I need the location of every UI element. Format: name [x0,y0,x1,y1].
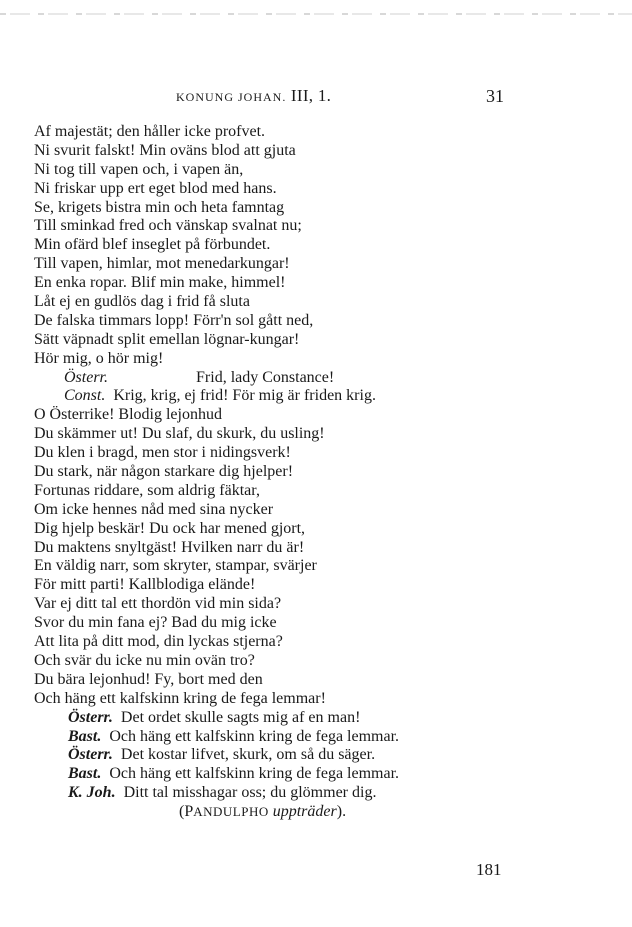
verse-text [34,123,594,822]
verse-line: Sätt väpnadt split emellan lögnar-kungar! [34,330,300,348]
speech-line [34,709,594,728]
verse-line: En väldig narr, som skryter, stampar, svärjer [34,557,317,575]
verse-line: Min ofärd blef inseglet på förbundet. [34,236,271,254]
verse-line: Se, krigets bistra min och heta famntag [34,198,285,216]
verse-line: Af majestät; den håller icke profvet. [34,123,266,140]
speaker-name: Const. [64,387,106,405]
verse-line: Var ej ditt tal ett thordön vid min sida? [34,595,282,613]
speaker-name: Bast. [68,765,102,783]
verse-line: Fortunas riddare, som aldrig fäktar, [34,481,260,499]
running-header [0,86,632,108]
verse-line: Låt ej en gudlös dag i frid få sluta [34,293,250,311]
verse-line: Till sminkad fred och vänskap svalnat nu; [34,217,302,235]
verse-line: Du klen i bragd, men stor i nidingsverk! [34,444,291,462]
verse-line: Du maktens snyltgäst! Hvilken narr du är! [34,538,305,556]
speaker-name: Österr. [68,708,113,726]
speech-line [34,746,594,765]
verse-line: Svor du min fana ej? Bad du mig icke [34,614,277,632]
stage-direction-name-initial: P [184,803,194,821]
speaker-name: K. Joh. [68,784,116,802]
speech-text: Det ordet skulle sagts mig af en man! [120,708,361,726]
signature-mark: 181 [476,860,502,879]
speaker-name: Österr. [64,368,109,386]
speaker-name: Bast. [68,727,102,745]
page-number: 31 [486,86,504,106]
speech-line [34,387,594,406]
stage-direction-close: ). [336,803,347,821]
verse-line: Om icke hennes nåd med sina nycker [34,500,274,518]
verse-line: Du skämmer ut! Du slaf, du skurk, du usling! [34,425,325,443]
running-title [176,86,331,106]
running-title-caps: KONUNG JOHAN. [176,90,287,104]
verse-line: O Österrike! Blodig lejonhud [34,406,222,424]
verse-line: Ni tog till vapen och, i vapen än, [34,160,244,178]
verse-line: Till vapen, himlar, mot menedarkungar! [34,255,290,273]
speaker-name: Österr. [68,746,113,764]
verse-line: De falska timmars lopp! Förr'n sol gått ned, [34,311,314,329]
verse-line: Du stark, när någon starkare dig hjelper! [34,463,294,481]
verse-line: Och svär du icke nu min ovän tro? [34,651,255,669]
speech-line [34,784,594,803]
speech-line [34,369,594,388]
verse-line: Du bära lejonhud! Fy, bort med den [34,670,263,688]
speech-text: Ditt tal misshagar oss; du glömmer dig. [123,784,377,802]
speech-line [34,728,594,747]
scan-artifact [0,13,632,15]
speech-text: Det kostar lifvet, skurk, om så du säger. [120,746,376,764]
stage-direction [34,803,594,822]
stage-direction-verb: uppträder [272,803,337,821]
verse-line: Att lita på ditt mod, din lyckas stjerna? [34,633,283,651]
speech-text: Och häng ett kalfskinn kring de fega lemmar. [109,727,400,745]
speech-text: Och häng ett kalfskinn kring de fega lemmar. [109,765,400,783]
verse-line: Ni svurit falskt! Min oväns blod att gjuta [34,141,296,159]
speech-text: Frid, lady Constance! [196,368,335,386]
speech-line [34,765,594,784]
verse-line: En enka ropar. Blif min make, himmel! [34,274,286,292]
verse-line: Dig hjelp beskär! Du ock har mened gjort, [34,519,306,537]
verse-line: Hör mig, o hör mig! [34,349,164,367]
stage-direction-open: ( [179,803,185,821]
verse-line: För mitt parti! Kallblodiga elände! [34,576,256,594]
speech-text: Krig, krig, ej frid! För mig är friden krig. [113,387,376,405]
running-title-act: III, 1. [286,86,332,105]
stage-direction-name-rest: ANDULPHO [193,804,269,820]
verse-line: Och häng ett kalfskinn kring de fega lemmar! [34,689,326,707]
verse-line: Ni friskar upp ert eget blod med hans. [34,179,277,197]
